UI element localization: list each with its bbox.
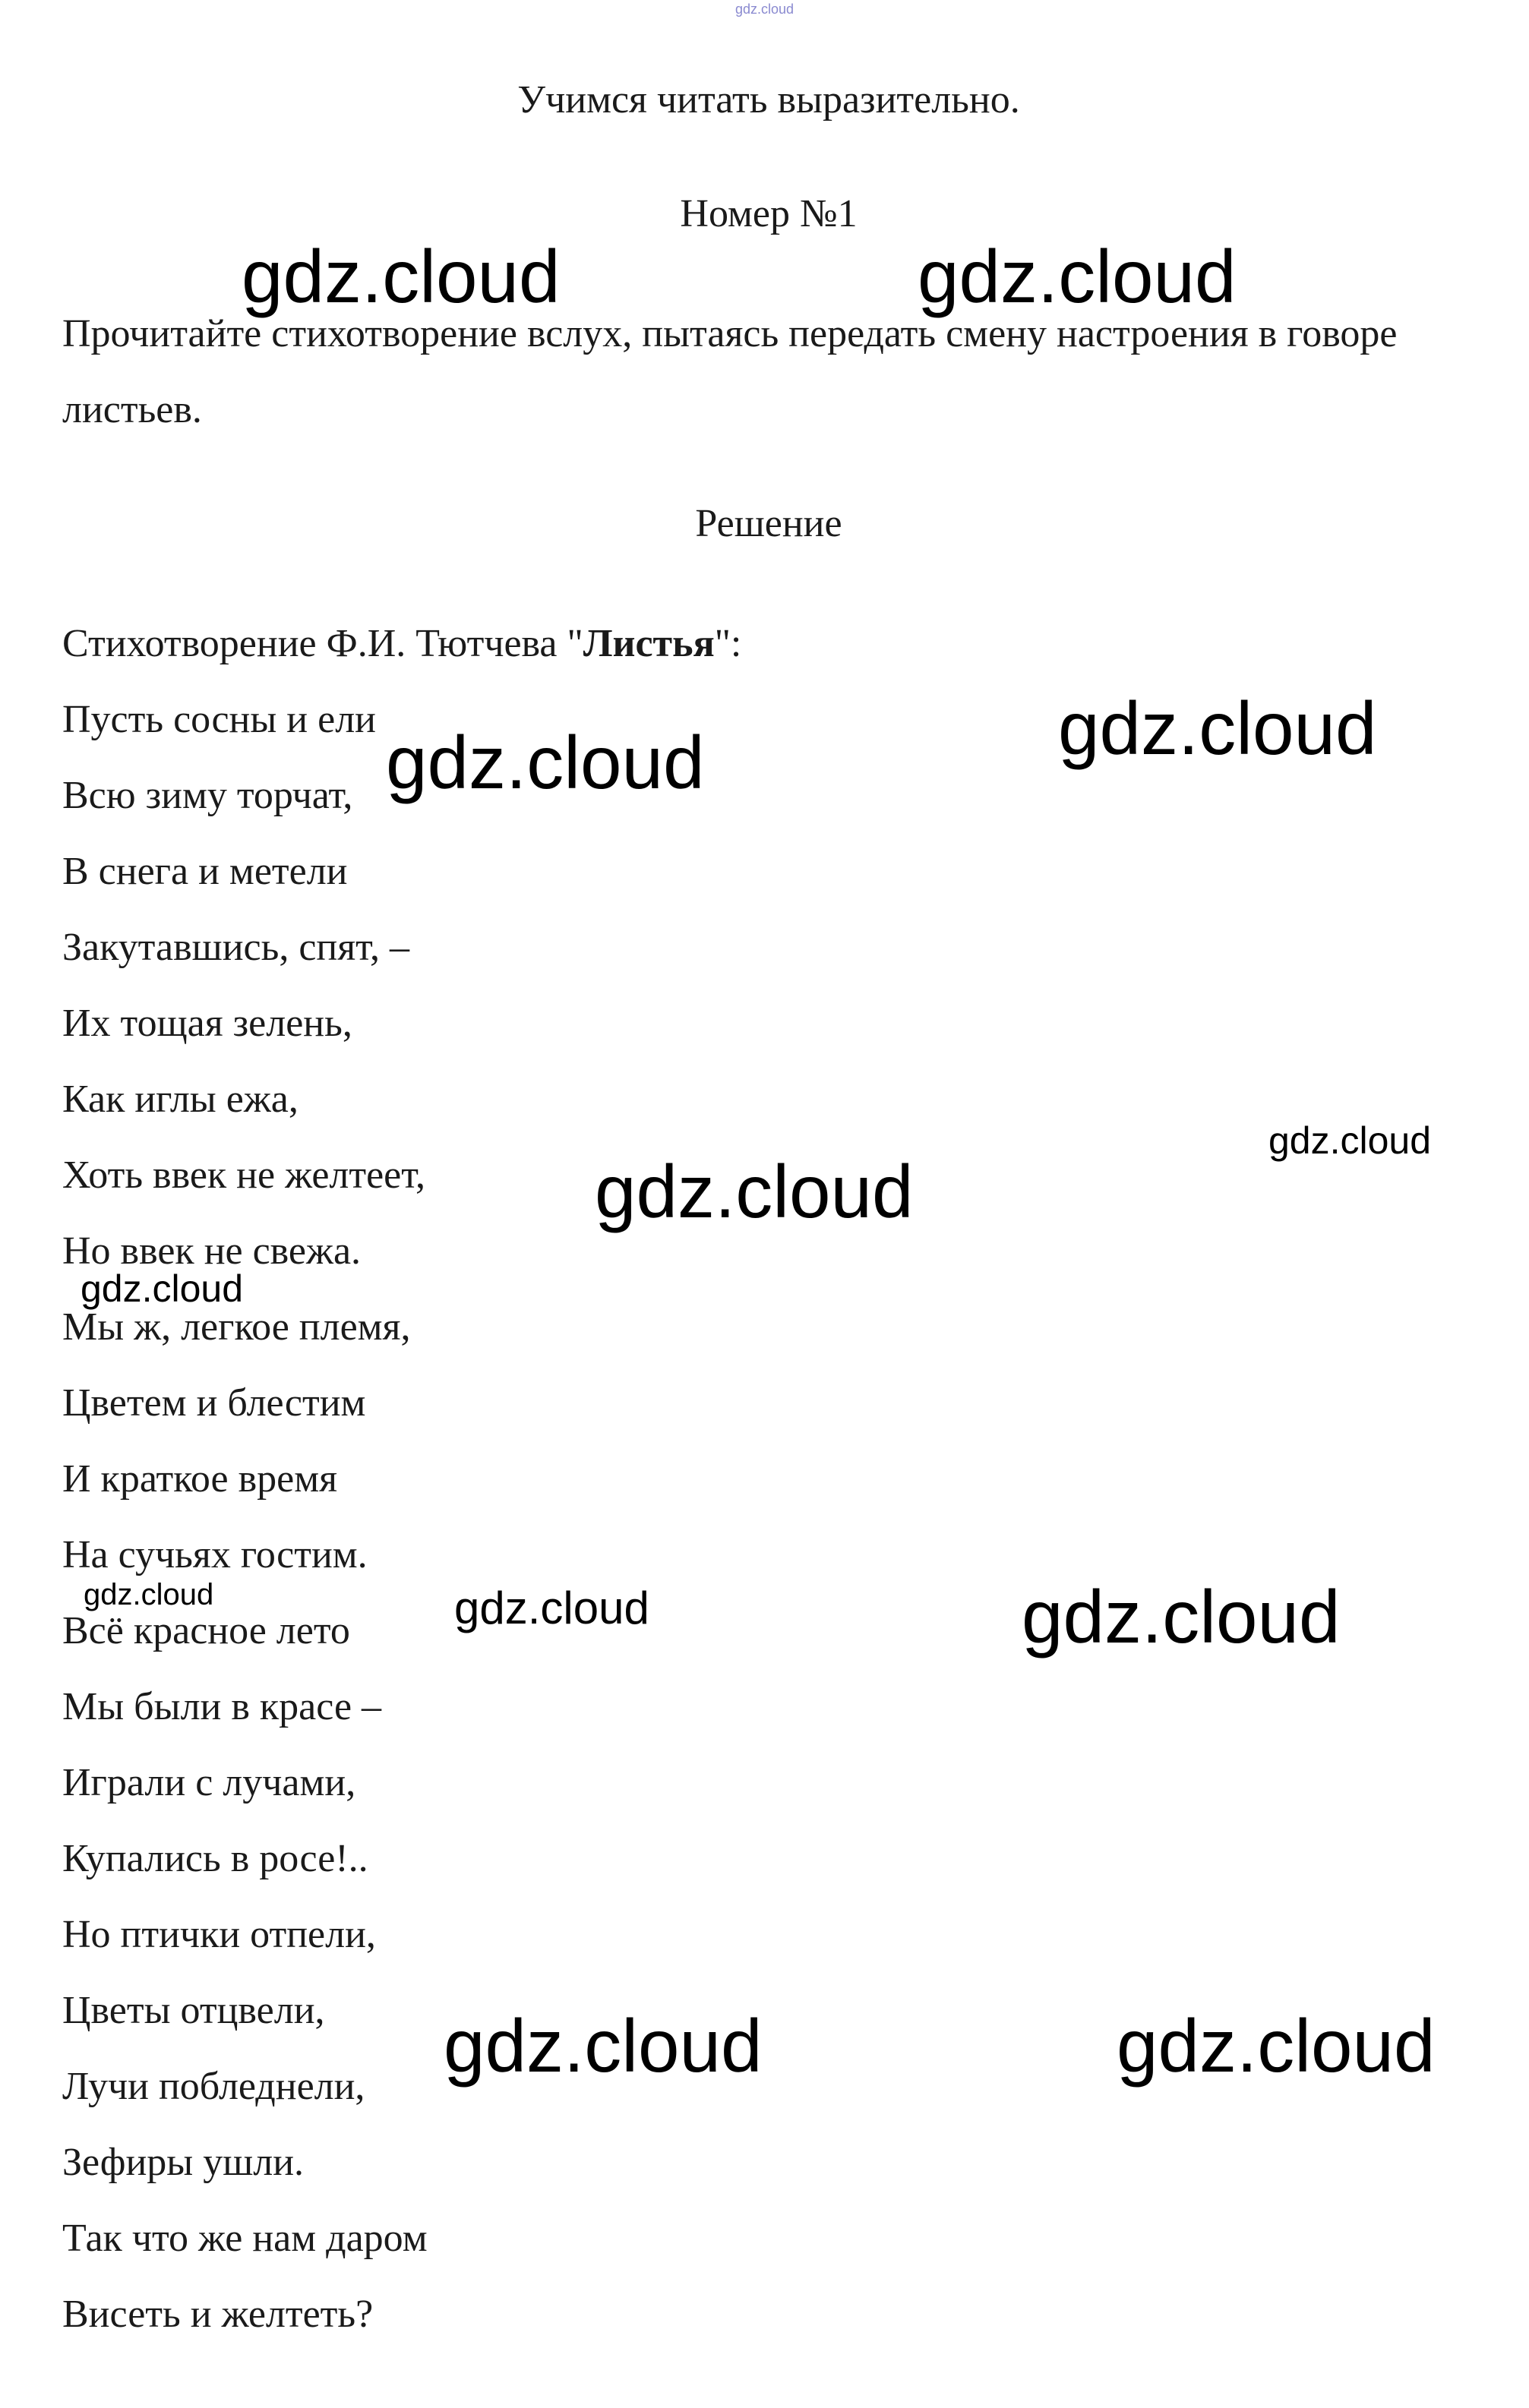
watermark: gdz.cloud (84, 1578, 214, 1611)
watermark: gdz.cloud (595, 1150, 914, 1233)
watermark: gdz.cloud (454, 1583, 649, 1633)
poem-title: Листья (583, 622, 715, 665)
watermark: gdz.cloud (444, 2004, 763, 2088)
task-number: Номер №1 (680, 192, 858, 235)
poem-line: Но птички отпели, (62, 1913, 376, 1956)
watermark: gdz.cloud (1058, 686, 1377, 770)
task-text: Прочитайте стихотворение вслух, пытаясь передать смену настроения в говоре листьев. (62, 312, 1398, 431)
poem-line: Их тощая зелень, (62, 1002, 352, 1045)
poem-line: Так что же нам даром (62, 2217, 428, 2260)
poem-line: Висеть и желтеть? (62, 2293, 374, 2336)
poem-line: Закутавшись, спят, – (62, 926, 409, 969)
intro-prefix: Стихотворение Ф.И. Тютчева " (62, 622, 583, 665)
poem-intro (62, 621, 741, 667)
poem-line: Всю зиму торчат, (62, 774, 353, 817)
poem-line: На сучьях гостим. (62, 1533, 368, 1576)
poem-line: Цветы отцвели, (62, 1989, 325, 2032)
poem-line: В снега и метели (62, 850, 348, 893)
watermark: gdz.cloud (1268, 1119, 1432, 1162)
poem-line: Цветем и блестим (62, 1381, 366, 1425)
watermark: gdz.cloud (81, 1267, 244, 1310)
intro-suffix: ": (714, 622, 742, 665)
watermark: gdz.cloud (1022, 1575, 1341, 1658)
watermark: gdz.cloud (1117, 2004, 1436, 2088)
poem-line: И краткое время (62, 1457, 338, 1501)
watermark: gdz.cloud (918, 235, 1237, 318)
poem-line: Играли с лучами, (62, 1761, 356, 1804)
poem-line: Мы ж, легкое племя, (62, 1305, 411, 1349)
poem-line: Как иглы ежа, (62, 1078, 299, 1121)
solution-heading: Решение (695, 502, 842, 545)
poem-line: Мы были в красе – (62, 1685, 382, 1728)
page-title: Учимся читать выразительно. (517, 78, 1020, 122)
poem-line: Всё красное лето (62, 1609, 350, 1652)
poem-line: Зефиры ушли. (62, 2141, 305, 2184)
poem-line: Хоть ввек не желтеет, (62, 1154, 426, 1197)
poem-line: Купались в росе!.. (62, 1837, 368, 1880)
watermark: gdz.cloud (386, 721, 705, 804)
poem-line: Пусть сосны и ели (62, 698, 376, 741)
watermark: gdz.cloud (242, 235, 561, 318)
top-watermark: gdz.cloud (734, 2, 795, 17)
poem-line: Лучи побледнели, (62, 2065, 365, 2108)
poem-line: Но ввек не свежа. (62, 1229, 362, 1273)
